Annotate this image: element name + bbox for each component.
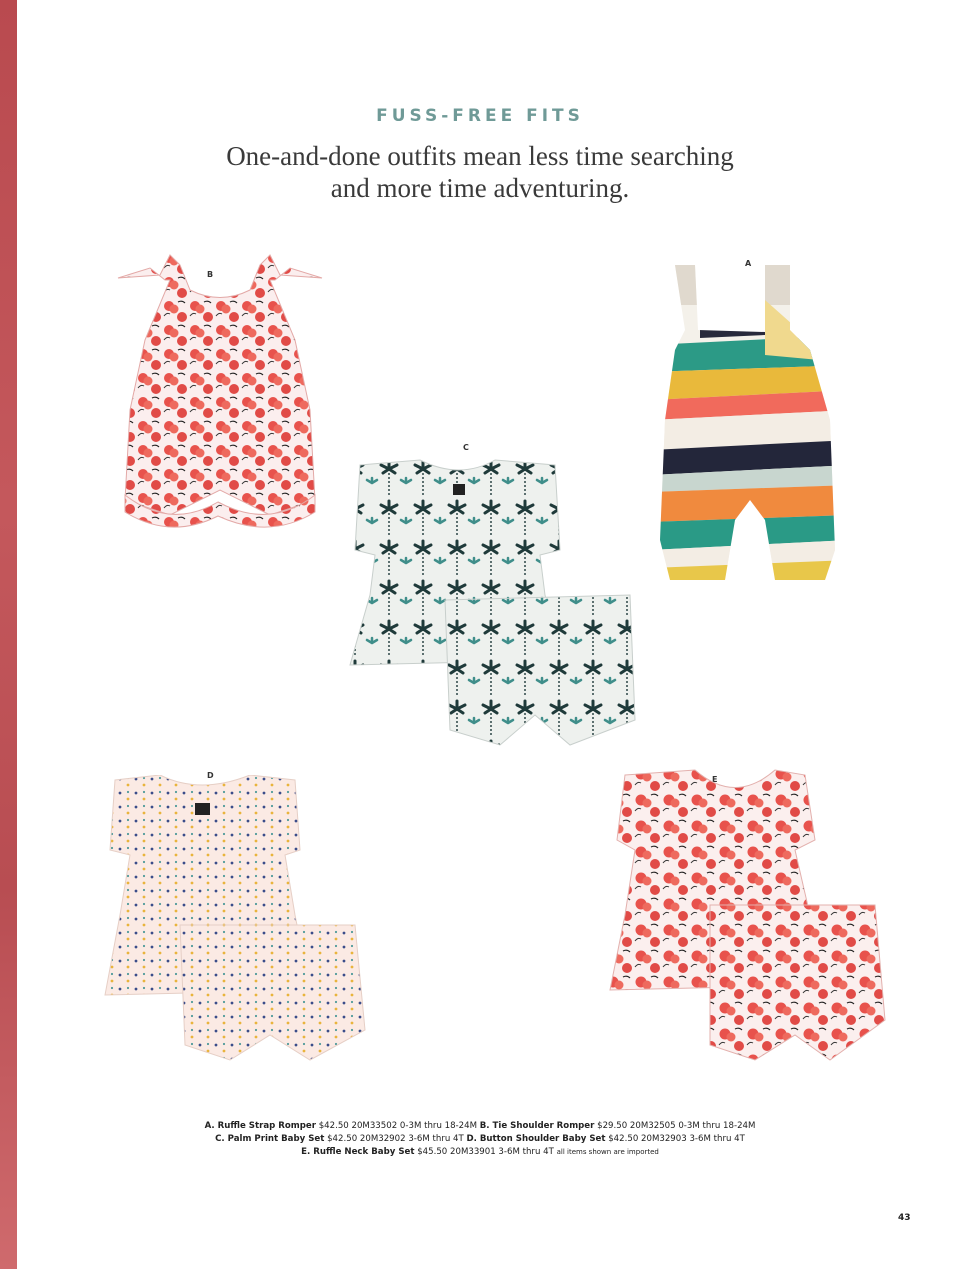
product-image-e-cherry-set[interactable]	[605, 765, 895, 1070]
caption-d-name: D. Button Shoulder Baby Set	[466, 1134, 606, 1144]
product-captions	[0, 1120, 960, 1159]
caption-e-details: $45.50 20M33901 3-6M thru 4T	[417, 1147, 554, 1157]
caption-d-details: $42.50 20M32903 3-6M thru 4T	[608, 1134, 745, 1144]
caption-e-name: E. Ruffle Neck Baby Set	[301, 1147, 415, 1157]
caption-line-1	[0, 1120, 960, 1133]
imported-note: all items shown are imported	[556, 1148, 659, 1156]
product-image-a-romper[interactable]	[650, 260, 850, 595]
headline-line-1: One-and-done outfits mean less time searching	[226, 141, 734, 171]
product-letter-a: A	[745, 259, 752, 268]
caption-b-details: $29.50 20M32505 0-3M thru 18-24M	[597, 1121, 756, 1131]
product-letter-d: D	[207, 771, 214, 780]
product-image-b-romper[interactable]	[110, 250, 330, 545]
section-eyebrow: FUSS-FREE FITS	[376, 106, 584, 126]
caption-b-name: B. Tie Shoulder Romper	[479, 1121, 595, 1131]
headline-line-2: and more time adventuring.	[330, 173, 630, 203]
caption-c-details: $42.50 20M32902 3-6M thru 4T	[327, 1134, 464, 1144]
product-letter-b: B	[207, 270, 214, 279]
product-image-c-palm-set[interactable]	[345, 455, 640, 750]
product-letter-c: C	[463, 443, 469, 452]
caption-a-details: $42.50 20M33502 0-3M thru 18-24M	[318, 1121, 478, 1131]
caption-c-name: C. Palm Print Baby Set	[215, 1134, 325, 1144]
page-number: 43	[898, 1213, 911, 1223]
product-image-d-dot-set[interactable]	[100, 775, 370, 1065]
caption-a-name: A. Ruffle Strap Romper	[204, 1121, 316, 1131]
page-headline	[0, 140, 960, 204]
product-letter-e: E	[712, 775, 718, 784]
caption-line-3	[0, 1146, 960, 1159]
caption-line-2	[0, 1133, 960, 1146]
